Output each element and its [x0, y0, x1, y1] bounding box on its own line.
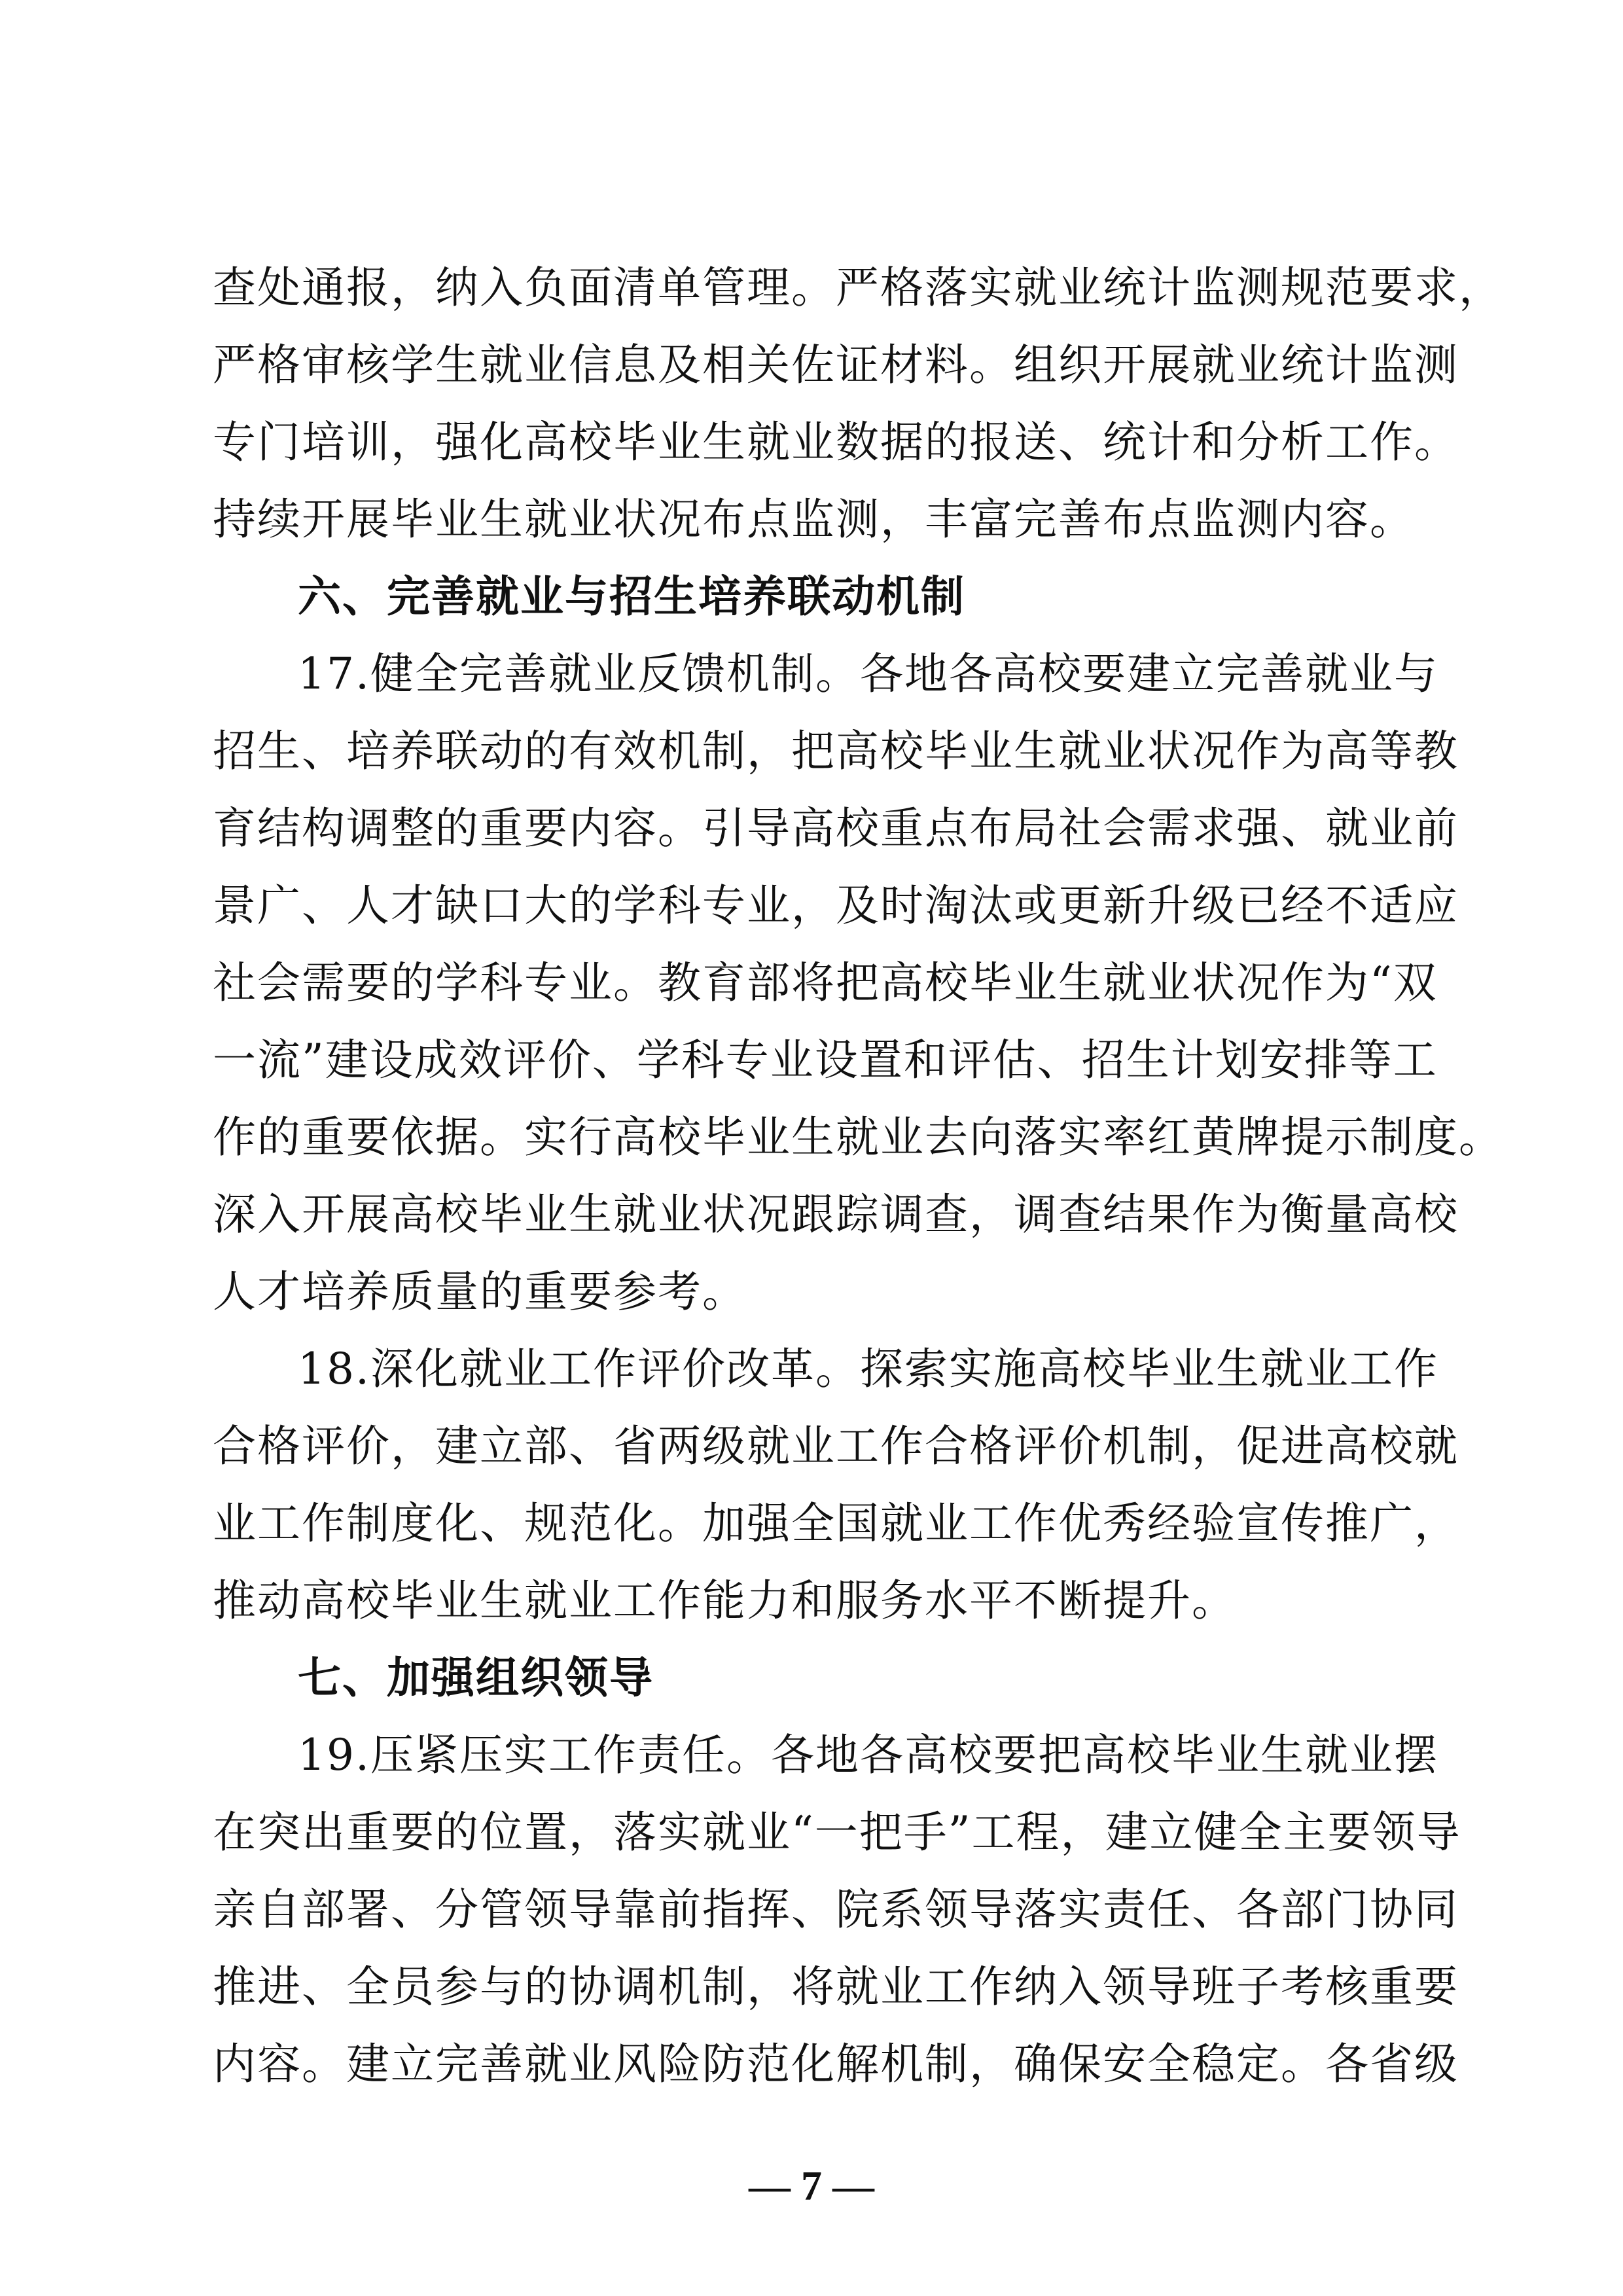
body-text-line: 严格审核学生就业信息及相关佐证材料。组织开展就业统计监测	[213, 340, 1459, 390]
body-text-line: 业工作制度化、规范化。加强全国就业工作优秀经验宣传推广，	[213, 1498, 1459, 1549]
page-number: — 7 —	[749, 2162, 874, 2209]
body-text-line: 持续开展毕业生就业状况布点监测，丰富完善布点监测内容。	[213, 494, 1414, 545]
section-heading-7: 七、加强组织领导	[298, 1653, 654, 1703]
body-text-line: 推动高校毕业生就业工作能力和服务水平不断提升。	[213, 1575, 1236, 1626]
body-text-line: 育结构调整的重要内容。引导高校重点布局社会需求强、就业前	[213, 803, 1459, 853]
body-text-line: 查处通报，纳入负面清单管理。严格落实就业统计监测规范要求，	[213, 262, 1503, 313]
body-text-line: 一流”建设成效评价、学科专业设置和评估、招生计划安排等工	[213, 1035, 1438, 1085]
body-text-line: 合格评价，建立部、省两级就业工作合格评价机制，促进高校就	[213, 1421, 1459, 1471]
paragraph-19-first-line: 19.压紧压实工作责任。各地各高校要把高校毕业生就业摆	[298, 1730, 1438, 1780]
body-text-line: 深入开展高校毕业生就业状况跟踪调查，调查结果作为衡量高校	[213, 1189, 1459, 1240]
body-text-line: 景广、人才缺口大的学科专业，及时淘汰或更新升级已经不适应	[213, 880, 1459, 931]
body-text-line: 招生、培养联动的有效机制，把高校毕业生就业状况作为高等教	[213, 726, 1459, 776]
body-text-line: 内容。建立完善就业风险防范化解机制，确保安全稳定。各省级	[213, 2039, 1459, 2089]
body-text-line: 亲自部署、分管领导靠前指挥、院系领导落实责任、各部门协同	[213, 1884, 1459, 1935]
body-text-line: 专门培训，强化高校毕业生就业数据的报送、统计和分析工作。	[213, 417, 1459, 467]
body-text-line: 在突出重要的位置，落实就业“一把手”工程，建立健全主要领导	[213, 1807, 1461, 1857]
body-text-line: 社会需要的学科专业。教育部将把高校毕业生就业状况作为“双	[213, 958, 1438, 1008]
paragraph-17-first-line: 17.健全完善就业反馈机制。各地各高校要建立完善就业与	[298, 649, 1438, 699]
body-text-line: 作的重要依据。实行高校毕业生就业去向落实率红黄牌提示制度。	[213, 1112, 1503, 1162]
section-heading-6: 六、完善就业与招生培养联动机制	[298, 571, 965, 622]
body-text-line: 推进、全员参与的协调机制，将就业工作纳入领导班子考核重要	[213, 1962, 1459, 2012]
body-text-line: 人才培养质量的重要参考。	[213, 1266, 747, 1317]
paragraph-18-first-line: 18.深化就业工作评价改革。探索实施高校毕业生就业工作	[298, 1344, 1438, 1394]
